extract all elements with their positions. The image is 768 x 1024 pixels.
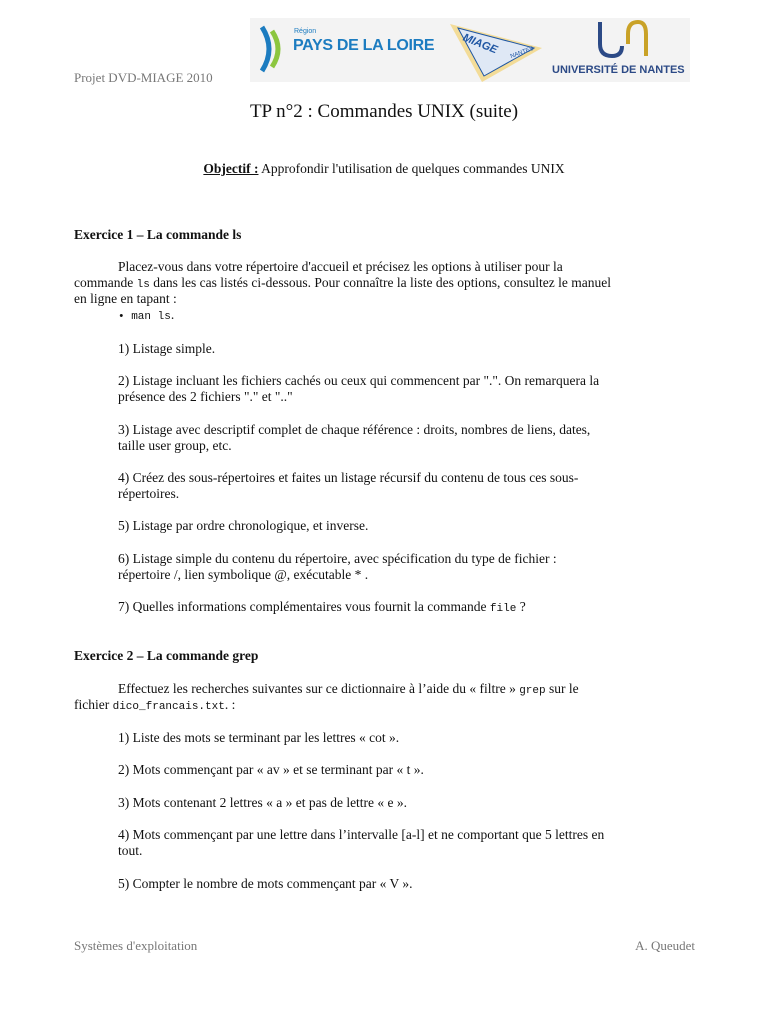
- exercise-2-q4-line-2: tout.: [118, 843, 143, 858]
- code-grep: grep: [519, 685, 546, 697]
- intro-text: sur le: [545, 681, 579, 696]
- exercise-2-q4-line-1: 4) Mots commençant par une lettre dans l’intervalle [a-l] et ne comportant que 5 lettres en: [118, 827, 605, 842]
- exercise-2-q5: 5) Compter le nombre de mots commençant par « V ».: [118, 876, 413, 891]
- project-label: Projet DVD-MIAGE 2010: [74, 70, 213, 85]
- exercise-1-q6-line-2: répertoire /, lien symbolique @, exécutable * .: [118, 567, 369, 582]
- miage-label: MIAGE: [461, 31, 499, 57]
- miage-logo: [444, 18, 548, 86]
- code-ls: ls: [136, 279, 150, 291]
- footer-author: A. Queudet: [635, 938, 695, 953]
- exercise-2-q1: 1) Liste des mots se terminant par les lettres « cot ».: [118, 730, 400, 745]
- q7-end: ?: [516, 599, 526, 614]
- q7-text: 7) Quelles informations complémentaires vous fournit la commande: [118, 599, 490, 614]
- exercise-1-q6-line-1: 6) Listage simple du contenu du répertoire, avec spécification du type de fichier :: [118, 551, 557, 566]
- intro-text: dans les cas listés ci-dessous. Pour connaître la liste des options, consultez le manuel: [149, 275, 611, 290]
- exercise-1-intro-line-1: Placez-vous dans votre répertoire d'accueil et précisez les options à utiliser pour la: [118, 259, 563, 274]
- intro-text: . :: [224, 697, 236, 712]
- code-man-ls: • man ls: [118, 311, 171, 323]
- exercise-2-heading: Exercice 2 – La commande grep: [74, 648, 259, 663]
- university-name: UNIVERSITÉ DE NANTES: [552, 64, 685, 76]
- objective-text: Approfondir l'utilisation de quelques commandes UNIX: [258, 161, 565, 176]
- exercise-1-q4-line-2: répertoires.: [118, 486, 180, 501]
- intro-text: Effectuez les recherches suivantes sur ce dictionnaire à l’aide du « filtre »: [118, 681, 520, 696]
- exercise-2-intro-line-2: [74, 697, 695, 715]
- intro-text: fichier: [74, 697, 113, 712]
- objective-label: Objectif :: [203, 161, 259, 176]
- exercise-1-q2-line-1: 2) Listage incluant les fichiers cachés ou ceux qui commencent par ".". On remarquera la: [118, 373, 600, 388]
- university-logo-icon: [592, 20, 652, 60]
- code-file: file: [489, 603, 517, 615]
- exercise-1-q3-line-1: 3) Listage avec descriptif complet de chaque référence : droits, nombres de liens, dates,: [118, 422, 591, 437]
- region-logo: [258, 22, 438, 76]
- exercise-1-intro-line-3: en ligne en tapant :: [74, 291, 177, 306]
- exercise-1-q1: 1) Listage simple.: [118, 341, 216, 356]
- miage-city-label: NANTES: [509, 46, 535, 60]
- objective: [0, 161, 768, 177]
- exercise-1-q3-line-2: taille user group, etc.: [118, 438, 232, 453]
- exercise-2-q2: 2) Mots commençant par « av » et se terminant par « t ».: [118, 762, 424, 777]
- footer-course: Systèmes d'exploitation: [74, 938, 198, 953]
- exercise-1-heading: Exercice 1 – La commande ls: [74, 227, 242, 242]
- region-name: PAYS DE LA LOIRE: [293, 37, 435, 54]
- region-small-label: Région: [294, 28, 317, 35]
- exercise-2-q3: 3) Mots contenant 2 lettres « a » et pas de lettre « e ».: [118, 795, 408, 810]
- exercise-1-q2-line-2: présence des 2 fichiers "." et "..": [118, 389, 293, 404]
- region-logo-icon: [258, 23, 292, 75]
- intro-text: commande: [74, 275, 137, 290]
- exercise-1-q5: 5) Listage par ordre chronologique, et inverse.: [118, 518, 369, 533]
- code-filename: dico_francais.txt: [112, 701, 225, 713]
- bullet-end: .: [170, 307, 175, 322]
- exercise-1-bullet: [118, 307, 174, 325]
- university-logo: [550, 20, 695, 80]
- exercise-1-q7: [118, 599, 695, 617]
- page-title: TP n°2 : Commandes UNIX (suite): [249, 101, 519, 122]
- exercise-1-q4-line-1: 4) Créez des sous-répertoires et faites un listage récursif du contenu de tous ces sous-: [118, 470, 579, 485]
